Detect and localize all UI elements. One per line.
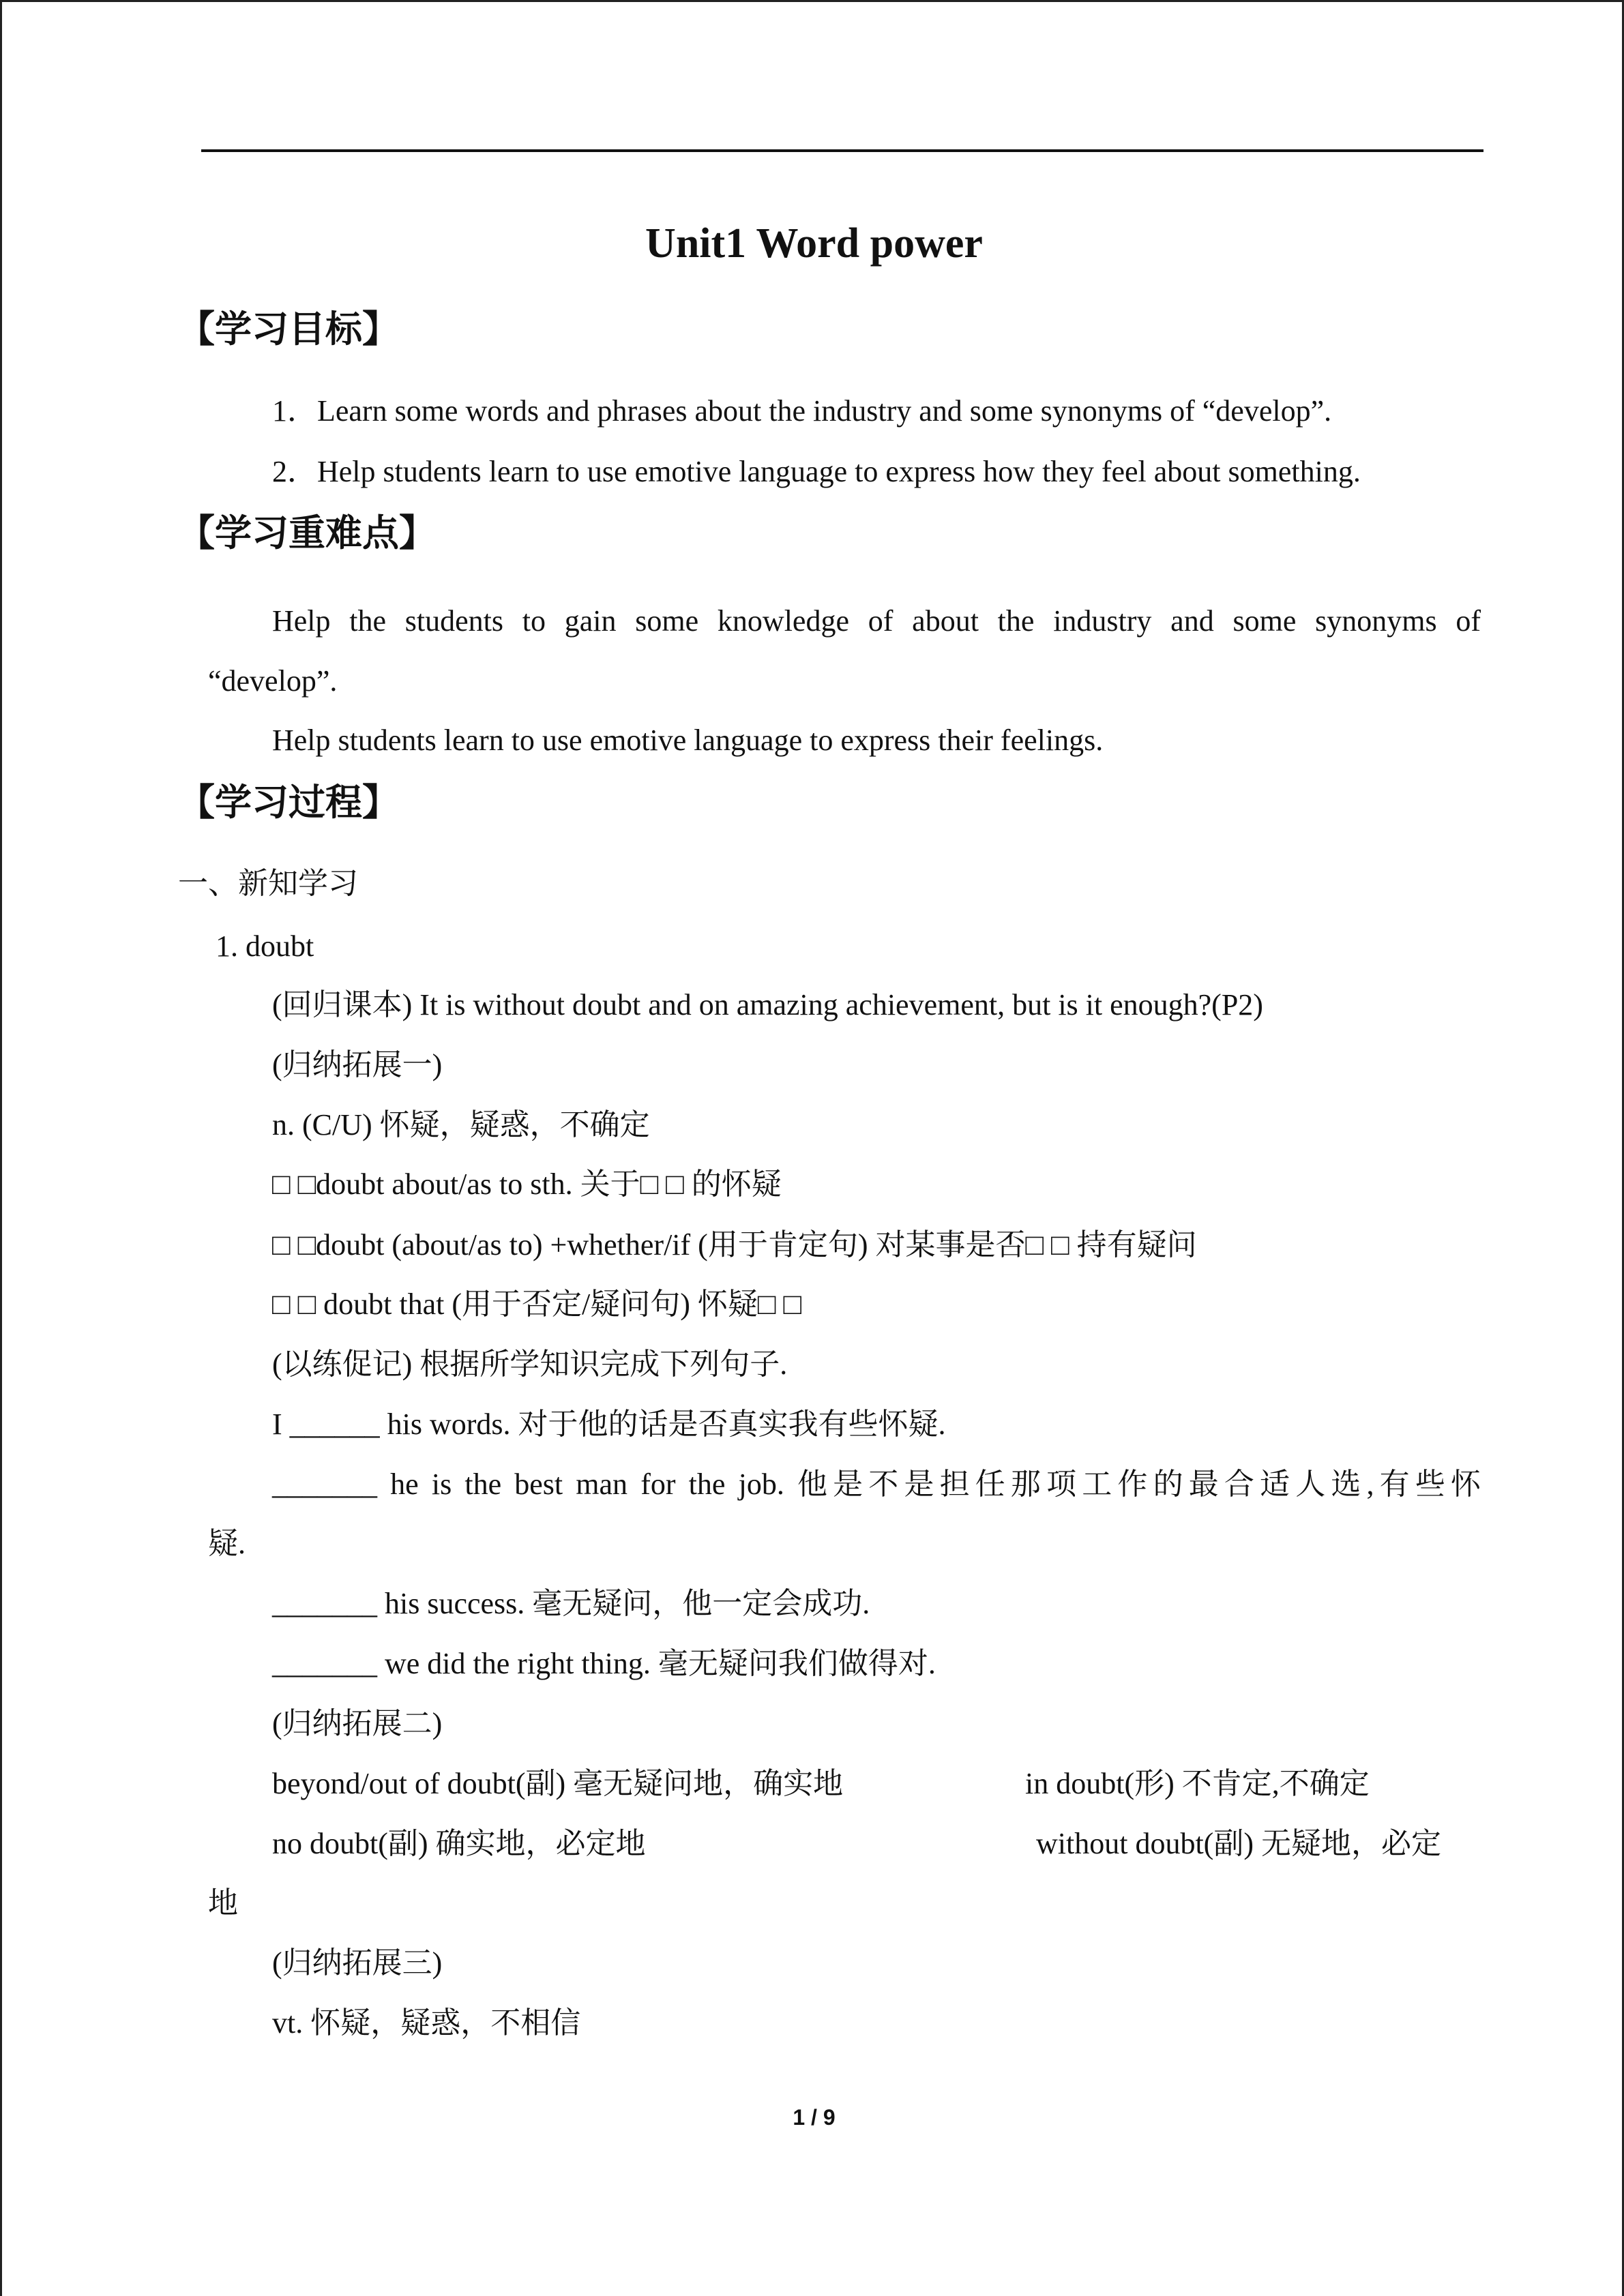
objective-item-1: 1．Learn some words and phrases about the industry and some synonyms of “develop”. — [272, 394, 1332, 428]
phrase-2: □ □doubt (about/as to) +whether/if (用于肯定句) 对某事是否□ □ 持有疑问 — [272, 1228, 1197, 1262]
verb-definition: vt. 怀疑，疑惑，不相信 — [272, 2006, 581, 2040]
objectives-heading: 【学习目标】 — [178, 308, 399, 351]
process-heading: 【学习过程】 — [178, 781, 399, 824]
phrase-no-doubt: no doubt(副) 确实地，必定地 — [272, 1827, 646, 1860]
exercise-4: _______ we did the right thing. 毫无疑问我们做得对. — [272, 1647, 936, 1680]
item-title-doubt: 1. doubt — [216, 929, 314, 963]
page-title: Unit1 Word power — [645, 220, 983, 267]
textbook-sentence: (回归课本) It is without doubt and on amazing achievement, but is it enough?(P2) — [272, 988, 1263, 1022]
key-points-para2: Help students learn to use emotive language to express their feelings. — [272, 724, 1104, 757]
exercise-2-line2: 疑. — [208, 1527, 246, 1560]
phrase-without-doubt: without doubt(副) 无疑地，必定 — [1036, 1827, 1441, 1860]
part-title: 一、新知学习 — [178, 867, 358, 900]
phrase-3: □ □ doubt that (用于否定/疑问句) 怀疑□ □ — [272, 1287, 802, 1321]
exercise-2-line1: _______ he is the best man for the job. 他是不是担任那项工作的最合适人选,有些怀 — [272, 1467, 1481, 1501]
key-points-para1-line2: “develop”. — [208, 664, 338, 698]
summary-1-label: (归纳拓展一) — [272, 1048, 443, 1082]
phrase-in-doubt: in doubt(形) 不肯定,不确定 — [1025, 1767, 1370, 1800]
exercise-1: I ______ his words. 对于他的话是否真实我有些怀疑. — [272, 1407, 946, 1441]
key-points-heading: 【学习重难点】 — [178, 511, 436, 554]
practice-instruction: (以练促记) 根据所学知识完成下列句子. — [272, 1347, 788, 1381]
noun-definition: n. (C/U) 怀疑，疑惑，不确定 — [272, 1108, 650, 1142]
summary-3-label: (归纳拓展三) — [272, 1946, 443, 1980]
key-points-para1-line1: Help the students to gain some knowledge of about the industry and some synonyms of — [272, 604, 1481, 638]
header-rule — [201, 149, 1483, 152]
page-number: 1 / 9 — [793, 2105, 836, 2130]
exercise-3: _______ his success. 毫无疑问，他一定会成功. — [272, 1587, 870, 1620]
phrase-without-doubt-cont: 地 — [208, 1886, 238, 1920]
objective-item-2: 2．Help students learn to use emotive language to express how they feel about something. — [272, 455, 1361, 488]
phrase-beyond-doubt: beyond/out of doubt(副) 毫无疑问地，确实地 — [272, 1767, 844, 1800]
summary-2-label: (归纳拓展二) — [272, 1707, 443, 1740]
phrase-1: □ □doubt about/as to sth. 关于□ □ 的怀疑 — [272, 1167, 782, 1201]
